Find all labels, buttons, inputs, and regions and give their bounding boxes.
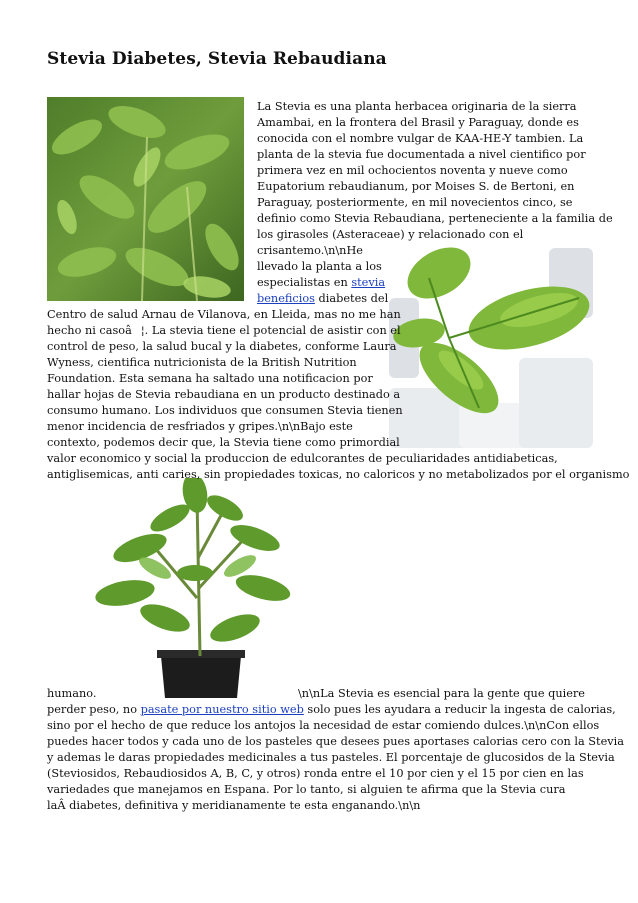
text-line: hecho ni casoâ¦. La stevia tiene el potencial de asistir con el [47, 324, 401, 337]
text-line: crisantemo.\n\nHe [257, 244, 363, 257]
text-line: \n\nLa Stevia es esencial para la gente que quiere [298, 687, 585, 700]
pasate-link[interactable]: pasate por nuestro sitio web [140, 703, 304, 716]
text-line: primera vez en mil ochocientos noventa y nueve como [257, 164, 568, 177]
text-line: conocida con el nombre vulgar de KAA-HE-Y tambien. La [257, 132, 584, 145]
text-line [257, 275, 385, 291]
text-line: La Stevia es una planta herbacea originaria de la sierra [257, 100, 577, 113]
beneficios-link[interactable]: beneficios [257, 292, 315, 305]
text-line [257, 291, 388, 307]
text-line: control de peso, la salud bucal y la diabetes, conforme Laura [47, 340, 397, 353]
stevia-leaves-photo [47, 97, 244, 301]
text-line: contexto, podemos decir que, la Stevia tiene como primordial [47, 436, 400, 449]
text-line: consumo humano. Los individuos que consumen Stevia tienen [47, 404, 403, 417]
text-line: laÂ diabetes, definitiva y meridianamente te esta enganando.\n\n [47, 799, 421, 812]
text-line: valor economico y social la produccion de edulcorantes de peculiaridades antidiabeticas, [47, 452, 558, 465]
text-line: Paraguay, posteriormente, en mil novecientos cinco, se [257, 196, 573, 209]
text-line: sino por el hecho de que reduce los antojos la necesidad de estar comiendo dulces.\n\nCon ellos [47, 719, 600, 732]
stevia-leaf-sugar-cubes-photo [389, 238, 593, 448]
text-line: Foundation. Esta semana ha saltado una notificacion por [47, 372, 373, 385]
text-line: Amambai, en la frontera del Brasil y Paraguay, donde es [257, 116, 579, 129]
text-line: los girasoles (Asteraceae) y relacionado con el [257, 228, 524, 241]
text-segment: especialistas en [257, 276, 348, 289]
text-line: y ademas le daras propiedades medicinales a tus pasteles. El porcentaje de glucosidos de la Stevia [47, 751, 615, 764]
text-segment: solo pues les ayudara a reducir la ingesta de calorias, [303, 703, 616, 716]
text-segment: perder peso, no [47, 703, 141, 716]
page-title: Stevia Diabetes, Stevia Rebaudiana [47, 49, 387, 69]
text-line: Centro de salud Arnau de Vilanova, en Lleida, mas no me han [47, 308, 401, 321]
text-line: variedades que manejamos en Espana. Por lo tanto, si alguien te afirma que la Stevia cura [47, 783, 566, 796]
text-line: (Steviosidos, Rebaudiosidos A, B, C, y otros) ronda entre el 10 por cien y el 15 por cien en las [47, 767, 584, 780]
text-line: definio como Stevia Rebaudiana, perteneciente a la familia de [257, 212, 613, 225]
text-segment: diabetes del [314, 292, 389, 305]
text-line: humano. [47, 687, 97, 700]
potted-stevia-plant-photo [95, 478, 291, 698]
text-line: puedes hacer todos y cada uno de los pasteles que desees pues aportases calorias cero con la Stevia [47, 735, 624, 748]
text-line: hallar hojas de Stevia rebaudiana en un producto destinado a [47, 388, 401, 401]
text-line: planta de la stevia fue documentada a nivel cientifico por [257, 148, 586, 161]
text-line: antiglisemicas, anti caries, sin propiedades toxicas, no caloricos y no metabolizados por el organismo [47, 468, 630, 481]
text-line [47, 702, 616, 718]
text-line: llevado la planta a los [257, 260, 382, 273]
stevia-link[interactable]: stevia [351, 276, 386, 289]
text-line: Wyness, cientifica nutricionista de la British Nutrition [47, 356, 357, 369]
text-line: Eupatorium rebaudianum, por Moises S. de Bertoni, en [257, 180, 575, 193]
text-line: menor incidencia de resfriados y gripes.\n\nBajo este [47, 420, 353, 433]
